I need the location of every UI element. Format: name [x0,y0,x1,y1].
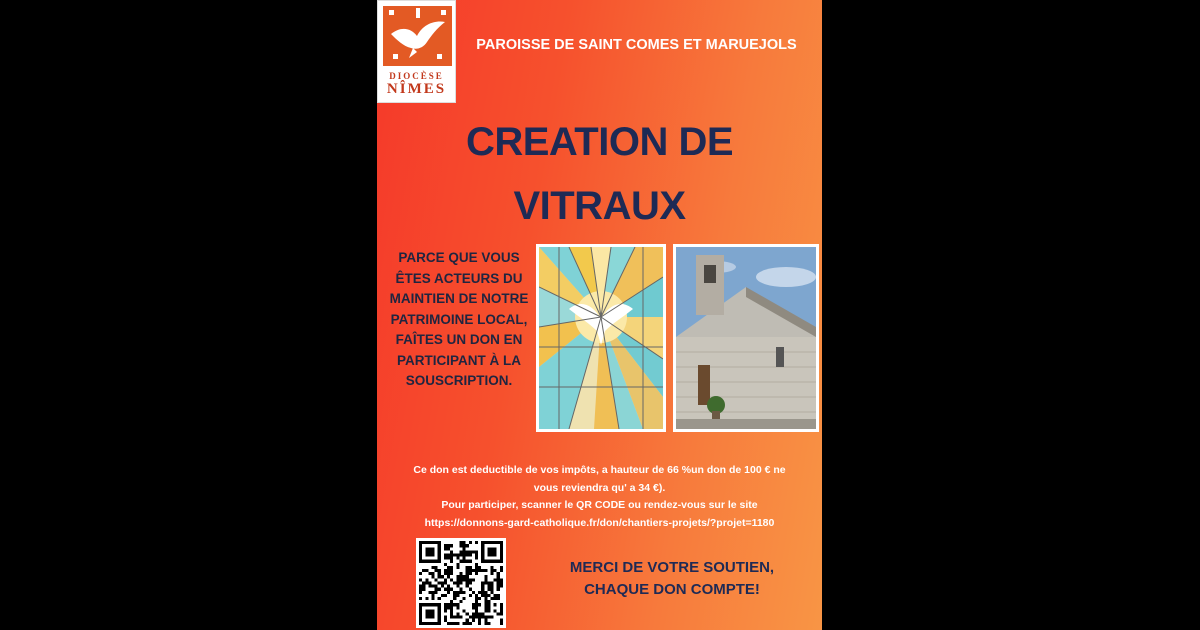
diocese-logo [377,0,456,103]
thanks-line1: MERCI DE VOTRE SOUTIEN, [569,559,775,576]
qr-code[interactable] [416,538,506,628]
parish-name: PAROISSE DE SAINT COMES ET MARUEJOLS [476,37,797,53]
stained-glass-dove-image [536,244,666,432]
logo-line2: NÎMES [386,81,447,97]
thanks-line2: CHAQUE DON COMPTE! [584,581,760,598]
title-line1: CREATION DE [465,120,734,164]
title-line2: VITRAUX [513,184,686,228]
poster [377,0,822,630]
tax-info-line2: vous reviendra qu' a 34 €). [533,481,666,494]
stone-church-photo [673,244,819,432]
donation-url[interactable]: https://donnons-gard-catholique.fr/don/chantiers-projets/?projet=1180 [424,516,775,529]
tax-info [387,462,812,532]
logo-line1: DIOCÈSE [389,71,444,81]
tax-info-line3: Pour participer, scanner le QR CODE ou rendez-vous sur le site [441,499,758,511]
tax-info-line1: Ce don est deductible de vos impôts, a hauteur de 66 %un don de 100 € ne [413,464,786,476]
pitch-text: PARCE QUE VOUS ÊTES ACTEURS DU MAINTIEN DE NOTRE PATRIMOINE LOCAL, FAÎTES UN DON EN PARTICIPANT À LA SOUSCRIPTION. [389,250,529,388]
thanks-message [532,557,812,601]
dove-cross-icon [383,6,452,66]
